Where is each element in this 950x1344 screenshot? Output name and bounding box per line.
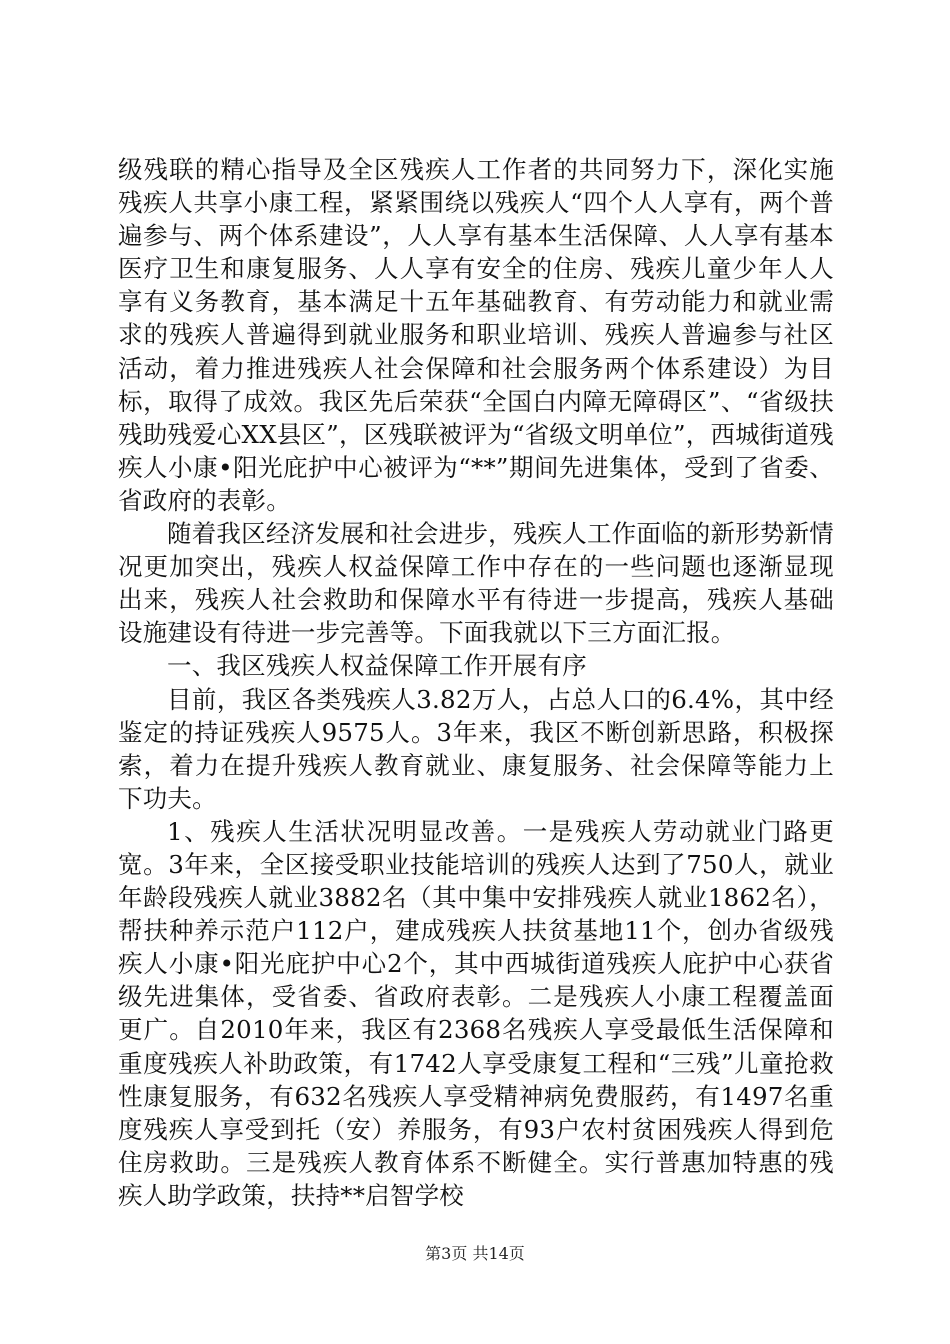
paragraph-2: 随着我区经济发展和社会进步，残疾人工作面临的新形势新情况更加突出，残疾人权益保障工作中存在的一些问题也逐渐显现出来，残疾人社会救助和保障水平有待进一步提高，残疾人基础设施建设有待进一步完善等。下面我就以下三方面汇报。 xyxy=(118,519,834,648)
paragraph-4: 1、残疾人生活状况明显改善。一是残疾人劳动就业门路更宽。3年来，全区接受职业技能培训的残疾人达到了750人，就业年龄段残疾人就业3882名（其中集中安排残疾人就业1862名），帮扶种养示范户112户，建成残疾人扶贫基地11个，创办省级残疾人小康•阳光庇护中心2个，其中西城街道残疾人庇护中心获省级先进集体，受省委、省政府表彰。二是残疾人小康工程覆盖面更广。自2010年来，我区有2368名残疾人享受最低生活保障和重度残疾人补助政策，有1742人享受康复工程和“三残”儿童抢救性康复服务，有632名残疾人享受精神病免费服药，有1497名重度残疾人享受到托（安）养服务，有93户农村贫困残疾人得到危住房救助。三是残疾人教育体系不断健全。实行普惠加特惠的残疾人助学政策，扶持**启智学校 xyxy=(118,816,834,1210)
paragraph-1: 级残联的精心指导及全区残疾人工作者的共同努力下，深化实施残疾人共享小康工程，紧紧围绕以残疾人“四个人人享有，两个普遍参与、两个体系建设”，人人享有基本生活保障、人人享有基本医疗卫生和康复服务、人人享有安全的住房、残疾儿童少年人人享有义务教育，基本满足十五年基础教育、有劳动能力和就业需求的残疾人普遍得到就业服务和职业培训、残疾人普遍参与社区活动，着力推进残疾人社会保障和社会服务两个体系建设）为目标，取得了成效。我区先后荣获“全国白内障无障碍区”、“省级扶残助残爱心XX县区”，区残联被评为“省级文明单位”，西城街道残疾人小康•阳光庇护中心被评为“**”期间先进集体，受到了省委、省政府的表彰。 xyxy=(118,155,834,515)
paragraph-3: 目前，我区各类残疾人3.82万人，占总人口的6.4%，其中经鉴定的持证残疾人9575人。3年来，我区不断创新思路，积极探索，着力在提升残疾人教育就业、康复服务、社会保障等能力上下功夫。 xyxy=(118,684,834,813)
section-heading-1: 一、我区残疾人权益保障工作开展有序 xyxy=(167,651,587,681)
page-number-footer: 第3页 共14页 xyxy=(425,1244,525,1263)
document-body xyxy=(118,153,834,1212)
